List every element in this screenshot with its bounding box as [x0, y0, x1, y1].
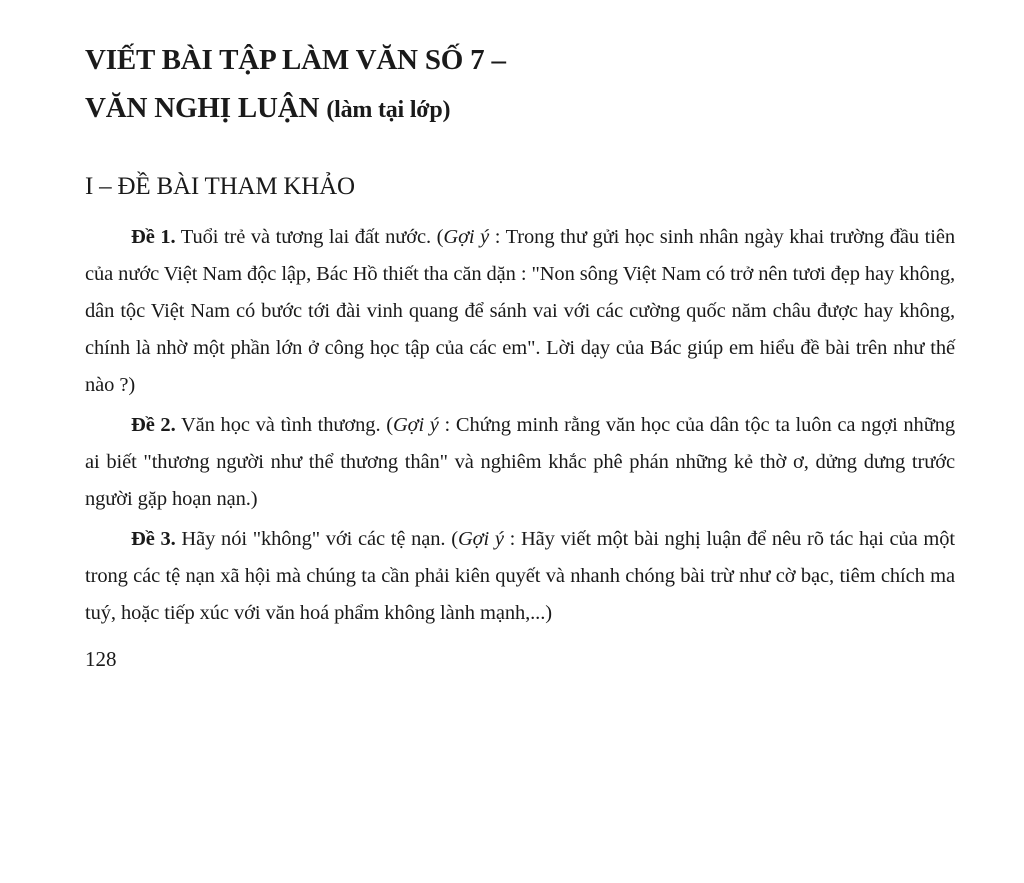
prompt-3-topic: Hãy nói "không" với các tệ nạn. (	[181, 528, 458, 550]
page-title	[85, 36, 955, 134]
page-number: 128	[85, 647, 117, 671]
section-heading: I – ĐỀ BÀI THAM KHẢO	[85, 173, 355, 200]
prompt-1	[85, 219, 955, 404]
prompt-2-label: Đề 2.	[131, 414, 176, 436]
prompt-1-label: Đề 1.	[131, 226, 176, 248]
prompt-1-topic: Tuổi trẻ và tương lai đất nước. (	[180, 226, 444, 248]
title-line-1: VIẾT BÀI TẬP LÀM VĂN SỐ 7 –	[85, 44, 506, 76]
prompt-2-hint-label: Gợi ý	[392, 414, 439, 436]
title-note: (làm tại lớp)	[326, 97, 451, 123]
prompt-1-hint-label: Gợi ý	[443, 226, 490, 248]
prompt-2-topic: Văn học và tình thương. (	[180, 414, 393, 436]
prompt-3-label: Đề 3.	[131, 528, 176, 550]
prompt-2-hint-text: : Chứng minh rằng văn học của dân tộc ta luôn ca ngợi những ai biết "thương người như thể thương thân" và nghiêm khắc phê phán những kẻ thờ ơ, dửng dưng trước người gặp hoạn nạn.)	[85, 414, 956, 510]
prompt-3-hint-text: : Hãy viết một bài nghị luận để nêu rõ tác hại của một trong các tệ nạn xã hội mà chúng ta cần phải kiên quyết và nhanh chóng bài trừ như cờ bạc, tiêm chích ma tuý, hoặc tiếp xúc với văn hoá phẩm không lành mạnh,...)	[85, 528, 955, 624]
book-page	[85, 36, 955, 676]
prompt-1-hint-text: : Trong thư gửi học sinh nhân ngày khai trường đầu tiên của nước Việt Nam độc lập, Bác Hồ thiết tha căn dặn : "Non sông Việt Nam có trở nên tươi đẹp hay không, dân tộc Việt Nam có bước tới đài vinh quang để sánh vai với các cường quốc năm châu được hay không, chính là nhờ một phần lớn ở công học tập của các em". Lời dạy của Bác giúp em hiểu đề bài trên như thế nào ?)	[85, 226, 956, 396]
title-line-2: VĂN NGHỊ LUẬN	[85, 92, 320, 124]
prompt-3-hint-label: Gợi ý	[457, 528, 504, 550]
prompt-2	[85, 407, 955, 518]
prompt-3	[85, 521, 955, 632]
